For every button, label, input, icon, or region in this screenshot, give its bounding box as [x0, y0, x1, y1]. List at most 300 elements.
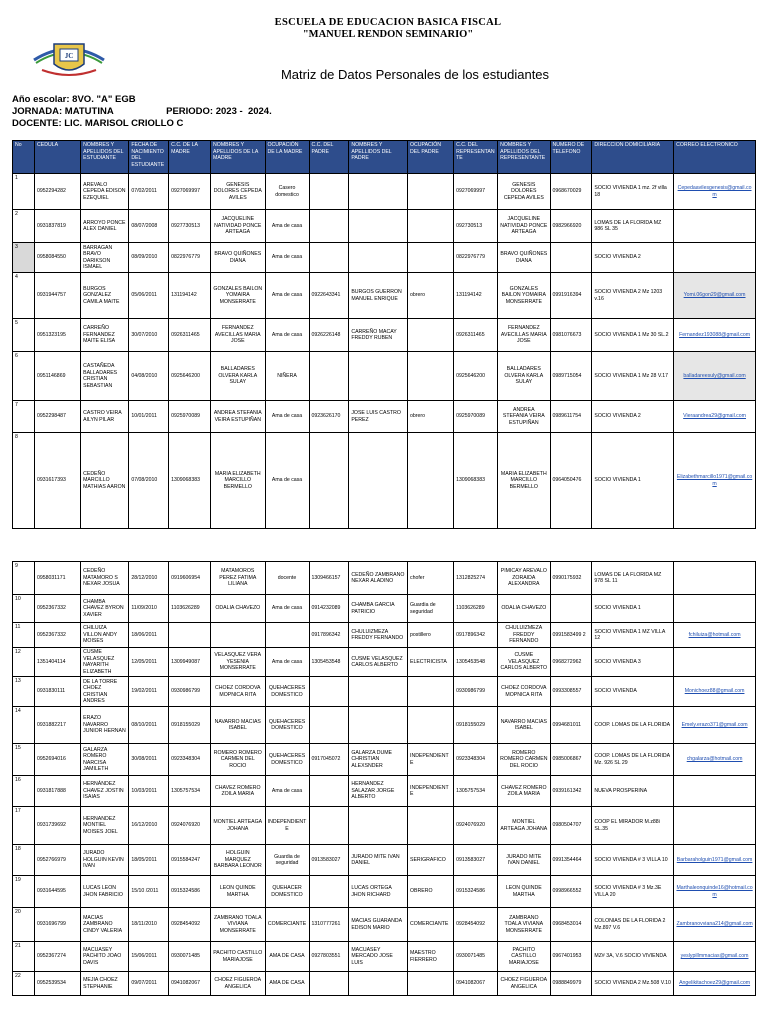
- row-number-cell: 5: [13, 319, 35, 352]
- row-number-cell: 20: [13, 908, 35, 942]
- table-cell: 05/06/2011: [129, 273, 169, 319]
- table-cell: BURGOS GUERRON MANUEL ENRIQUE: [349, 273, 408, 319]
- table-cell: [408, 243, 454, 273]
- table-cell: SOCIO VIVIENDA # 3 VILLA 10: [592, 845, 674, 876]
- table-cell: [408, 807, 454, 845]
- table-cell: PACHITO CASTILLO MARIAJOSE: [498, 942, 550, 972]
- table-cell: MACUASEY PACHITO JOAO DAVIS: [81, 942, 129, 972]
- table-cell: 0915324586: [169, 876, 211, 908]
- column-header: NOMBRES Y APELLIDOS DEL REPRESENTANTE: [498, 141, 550, 174]
- table-cell: 0928454092: [169, 908, 211, 942]
- email-cell[interactable]: chgalarza@hotmail.com: [674, 744, 756, 776]
- table-cell: ANDREA STEFANIA VEIRA ESTUPIÑAN: [211, 401, 265, 433]
- table-cell: [309, 776, 349, 807]
- table-cell: [309, 352, 349, 401]
- table-cell: SOCIO VIVIENDA 1 Mz 30 SL.2: [592, 319, 674, 352]
- table-cell: JURADO HOLGUIN KEVIN IVAN: [81, 845, 129, 876]
- table-cell: CEDEÑO MATAMORO S NEXAR JOSUA: [81, 562, 129, 595]
- table-row: [13, 595, 756, 623]
- row-number-cell: 7: [13, 401, 35, 433]
- table-cell: AMA DE CASA: [265, 972, 309, 996]
- table-cell: 0951146869: [35, 352, 81, 401]
- table-cell: 0924076920: [169, 807, 211, 845]
- table-cell: [349, 972, 408, 996]
- table-cell: 0930071485: [454, 942, 498, 972]
- column-header: C.C. DE LA MADRE: [169, 141, 211, 174]
- table-cell: [169, 623, 211, 648]
- row-number-cell: 13: [13, 677, 35, 707]
- table-cell: SOCIO VIVIENDA 1: [592, 433, 674, 529]
- table-cell: 0980504707: [550, 807, 592, 845]
- email-cell[interactable]: Cepedaavilesgenesis@gmail.com: [674, 174, 756, 210]
- table-cell: BRAVO QUIÑONES DIANA: [498, 243, 550, 273]
- table-cell: Ama de casa: [265, 273, 309, 319]
- table-cell: BURGOS GONZALEZ CAMILA MAITE: [81, 273, 129, 319]
- student-data-table-1: [12, 140, 756, 529]
- email-cell[interactable]: yeslypillmmacias@gmail.com: [674, 942, 756, 972]
- column-header: No: [13, 141, 35, 174]
- table-cell: 0991916394: [550, 273, 592, 319]
- table-row: [13, 210, 756, 243]
- table-cell: GENESIS DOLORES CEPEDA AVILES: [498, 174, 550, 210]
- table-cell: [550, 243, 592, 273]
- table-cell: 1305757534: [169, 776, 211, 807]
- table-cell: 0927069997: [454, 174, 498, 210]
- email-cell[interactable]: balladareesuly@gmail.com: [674, 352, 756, 401]
- student-data-table-2: [12, 561, 756, 996]
- table-cell: CASTRO VEIRA AILYN PILAR: [81, 401, 129, 433]
- table-cell: 0964050476: [550, 433, 592, 529]
- table-cell: [408, 677, 454, 707]
- table-cell: MARIA ELIZABETH MARCILLO BERMELLO: [498, 433, 550, 529]
- table-cell: 0923626170: [309, 401, 349, 433]
- row-number-cell: 11: [13, 623, 35, 648]
- table-cell: 0958031171: [35, 562, 81, 595]
- table-cell: FERNANDEZ AVECILLAS MARIA JOSE: [498, 319, 550, 352]
- table-row: [13, 623, 756, 648]
- table-cell: [265, 623, 309, 648]
- row-number-cell: 15: [13, 744, 35, 776]
- table-cell: 18/05/2011: [129, 845, 169, 876]
- table-cell: 0925646200: [454, 352, 498, 401]
- table-cell: [349, 707, 408, 744]
- column-header: OCUPACIÓN DEL PADRE: [408, 141, 454, 174]
- table-cell: JACQUELINE NATIVIDAD PONCE ARTEAGA: [498, 210, 550, 243]
- table-cell: CHILUIZA VILLON ANDY MOISES: [81, 623, 129, 648]
- table-cell: 0967401953: [550, 942, 592, 972]
- table-cell: SOCIO VIVIENDA 1 Mz 28 V.17: [592, 352, 674, 401]
- table-cell: NAVARRO MACIAS ISABEL: [211, 707, 265, 744]
- table-cell: [550, 595, 592, 623]
- table-cell: SOCIO VIVIENDA 2 Mz.508 V.10: [592, 972, 674, 996]
- table-cell: OBRERO: [408, 876, 454, 908]
- table-cell: 0927730513: [169, 210, 211, 243]
- table-cell: VELASQUEZ VERA YESENIA MONSERRATE: [211, 648, 265, 677]
- table-cell: 0952539534: [35, 972, 81, 996]
- table-cell: JURADO MITE IVAN DANIEL: [349, 845, 408, 876]
- email-cell[interactable]: Fernandez193088@gmail.com: [674, 319, 756, 352]
- table-cell: 07/02/2011: [129, 174, 169, 210]
- table-cell: QUEHACERES DOMESTICO: [265, 677, 309, 707]
- school-year-line: Año escolar: 8VO. "A" EGB: [12, 94, 136, 105]
- table-cell: 0952766979: [35, 845, 81, 876]
- table-cell: 0822976779: [454, 243, 498, 273]
- table-cell: [349, 174, 408, 210]
- table-cell: 0927803551: [309, 942, 349, 972]
- table-cell: 0952294282: [35, 174, 81, 210]
- table-cell: [408, 433, 454, 529]
- table-cell: 0926311465: [169, 319, 211, 352]
- table-cell: SOCIO VIVIENDA 1 mz. 2f villa 18: [592, 174, 674, 210]
- table-cell: 0941082067: [454, 972, 498, 996]
- table-cell: LUCAS ORTEGA JHON RICHARD: [349, 876, 408, 908]
- table-cell: SOCIO VIVIENDA 2 Mz 1203 v.16: [592, 273, 674, 319]
- table-cell: MARIA ELIZABETH MARCILLO BERMELLO: [211, 433, 265, 529]
- table-row: [13, 648, 756, 677]
- table-cell: CHAVEZ ROMERO ZOILA MARIA: [211, 776, 265, 807]
- table-cell: 0915584247: [169, 845, 211, 876]
- table-row: [13, 273, 756, 319]
- table-row: [13, 807, 756, 845]
- table-cell: [349, 243, 408, 273]
- table-cell: 0925970089: [169, 401, 211, 433]
- table-cell: MAESTRO FIERRERO: [408, 942, 454, 972]
- table-cell: HERNANDEZ SALAZAR JORGE ALBERTO: [349, 776, 408, 807]
- table-cell: 0989611754: [550, 401, 592, 433]
- table-cell: 0928454092: [454, 908, 498, 942]
- row-number-cell: 2: [13, 210, 35, 243]
- table-cell: 0931944757: [35, 273, 81, 319]
- email-cell: [674, 648, 756, 677]
- table-cell: NUEVA PROSPERINA: [592, 776, 674, 807]
- table-cell: [349, 352, 408, 401]
- email-cell[interactable]: Emely.erazo371@gmail.com: [674, 707, 756, 744]
- table-cell: JURADO MITE IVAN DANIEL: [498, 845, 550, 876]
- table-cell: MACIAS GUARANDA EDISON MARIO: [349, 908, 408, 942]
- table-cell: NAVARRO MACIAS ISABEL: [498, 707, 550, 744]
- table-cell: GENESIS DOLORES CEPEDA AVILES: [211, 174, 265, 210]
- table-row: [13, 174, 756, 210]
- table-cell: 0968453014: [550, 908, 592, 942]
- table-cell: MONTIEL ARTEAGA JOHANA: [211, 807, 265, 845]
- column-header: NOMBRES Y APELLIDOS DEL ESTUDIANTE: [81, 141, 129, 174]
- table-cell: NIÑERA: [265, 352, 309, 401]
- table-cell: Ama de casa: [265, 401, 309, 433]
- table-cell: CHULUIZMEZA FREDDY FERNANDO: [349, 623, 408, 648]
- row-number-cell: 10: [13, 595, 35, 623]
- table-cell: 1309068383: [454, 433, 498, 529]
- email-cell[interactable]: Elizabethmarcillo1971@gmail.com: [674, 433, 756, 529]
- school-name-line1: ESCUELA DE EDUCACION BASICA FISCAL: [274, 17, 502, 28]
- table-cell: 08/09/2010: [129, 243, 169, 273]
- table-cell: 0917896342: [309, 623, 349, 648]
- table-cell: 0918155029: [169, 707, 211, 744]
- row-number-cell: 3: [13, 243, 35, 273]
- table-cell: obrero: [408, 273, 454, 319]
- table-cell: 0926311465: [454, 319, 498, 352]
- table-cell: 0917045072: [309, 744, 349, 776]
- table-cell: ANDREA STEFANIA VEIRA ESTUPIÑAN: [498, 401, 550, 433]
- table-cell: ERAZO NAVARRO JUNIOR HERNAN: [81, 707, 129, 744]
- table-header-row: [13, 141, 756, 174]
- table-cell: CUSME VELASQUEZ NAYARITH ELIZABETH: [81, 648, 129, 677]
- table-row: [13, 776, 756, 807]
- table-cell: CHOEZ FIGUEROA ANGELICA: [211, 972, 265, 996]
- table-row: [13, 319, 756, 352]
- table-cell: Casero domestico: [265, 174, 309, 210]
- table-cell: 19/02/2011: [129, 677, 169, 707]
- table-cell: 092730513: [454, 210, 498, 243]
- table-cell: INDEPENDIENTE: [408, 776, 454, 807]
- table-cell: 0914232089: [309, 595, 349, 623]
- row-number-cell: 16: [13, 776, 35, 807]
- table-cell: ROMERO ROMERO CARMEN DEL ROCIO: [211, 744, 265, 776]
- table-cell: COMERCIANTE: [408, 908, 454, 942]
- table-cell: AREVALO CEPEDA EDISON EZEQUIEL: [81, 174, 129, 210]
- email-cell[interactable]: Vieraandrea29@gmail.com: [674, 401, 756, 433]
- table-cell: 11/09/2010: [129, 595, 169, 623]
- table-cell: GALARZA ROMERO NARCISA JAMILETH: [81, 744, 129, 776]
- table-cell: BRAVO QUIÑONES DIANA: [211, 243, 265, 273]
- table-cell: 10/03/2011: [129, 776, 169, 807]
- row-number-cell: 6: [13, 352, 35, 401]
- table-cell: 0982966920: [550, 210, 592, 243]
- table-cell: 0930071485: [169, 942, 211, 972]
- table-cell: GALARZA DUME CHRISTIAN ALEXSNDER: [349, 744, 408, 776]
- table-cell: 0919606954: [169, 562, 211, 595]
- row-number-cell: 17: [13, 807, 35, 845]
- table-cell: CEDEÑO MARCILLO MATHIAS AARON: [81, 433, 129, 529]
- column-header: C.C. DEL REPRESENTANTE: [454, 141, 498, 174]
- table-cell: Ama de casa: [265, 319, 309, 352]
- row-number-cell: 14: [13, 707, 35, 744]
- table-cell: SOCIO VIVIENDA: [592, 677, 674, 707]
- table-cell: 0931696799: [35, 908, 81, 942]
- table-cell: 1312825274: [454, 562, 498, 595]
- table-row: [13, 243, 756, 273]
- school-name-line2: "MANUEL RENDON SEMINARIO": [302, 29, 474, 40]
- table-cell: 0913583027: [454, 845, 498, 876]
- column-header: OCUPACIÓN DE LA MADRE: [265, 141, 309, 174]
- table-cell: [309, 243, 349, 273]
- table-cell: JACQUELINE NATIVIDAD PONCE ARTEAGA: [211, 210, 265, 243]
- table-row: [13, 744, 756, 776]
- table-cell: [211, 623, 265, 648]
- table-cell: 08/07/2008: [129, 210, 169, 243]
- document-title: Matriz de Datos Personales de los estudiantes: [280, 67, 550, 82]
- table-cell: 1351404114: [35, 648, 81, 677]
- table-cell: 0981076673: [550, 319, 592, 352]
- table-cell: 0989715054: [550, 352, 592, 401]
- table-cell: 0993308557: [550, 677, 592, 707]
- email-cell[interactable]: Barbaraholguin1971@gmail.com: [674, 845, 756, 876]
- table-cell: 28/12/2010: [129, 562, 169, 595]
- table-cell: 1305757534: [454, 776, 498, 807]
- table-cell: 0926226148: [309, 319, 349, 352]
- table-cell: HERNÁNDEZ CHAVEZ JOSTIN ISAIAS: [81, 776, 129, 807]
- table-cell: [309, 174, 349, 210]
- table-cell: ZAMBRANO TOALA VIVIANA MONSERRATE: [211, 908, 265, 942]
- table-cell: CHAMBA GARCIA PATRICIO: [349, 595, 408, 623]
- table-cell: 18/11/2010: [129, 908, 169, 942]
- table-cell: LOMAS DE LA FLORIDA MZ 978 SL 11: [592, 562, 674, 595]
- table-cell: CHAVEZ ROMERO ZOILA MARIA: [498, 776, 550, 807]
- row-number-cell: 4: [13, 273, 35, 319]
- table-cell: chofer: [408, 562, 454, 595]
- table-cell: MACUASEY MERCADO JOSE LUIS: [349, 942, 408, 972]
- table-cell: 131194142: [454, 273, 498, 319]
- table-cell: CASTAÑEDA BALLADARES CRISTIAN SEBASTIAN: [81, 352, 129, 401]
- table-cell: MONTIEL ARTEAGA JOHANA: [498, 807, 550, 845]
- row-number-cell: 19: [13, 876, 35, 908]
- table-row: [13, 876, 756, 908]
- table-cell: 0925646200: [169, 352, 211, 401]
- row-number-cell: 18: [13, 845, 35, 876]
- table-row: [13, 908, 756, 942]
- teacher-line: DOCENTE: LIC. MARISOL CRIOLLO C: [12, 118, 184, 129]
- table-cell: [309, 972, 349, 996]
- table-cell: INDEPENDIENTE: [408, 744, 454, 776]
- column-header: DIRECCION DOMICILIARIA: [592, 141, 674, 174]
- table-cell: [408, 707, 454, 744]
- table-cell: CHAMBA CHAVEZ BYRON XAVIER: [81, 595, 129, 623]
- table-cell: [309, 433, 349, 529]
- table-cell: 12/05/2011: [129, 648, 169, 677]
- table-row: [13, 845, 756, 876]
- table-cell: LEON QUINDE MARTHA: [498, 876, 550, 908]
- table-cell: 0968272962: [550, 648, 592, 677]
- table-row: [13, 972, 756, 996]
- svg-text:JC: JC: [64, 52, 74, 60]
- email-cell[interactable]: Monichoez88@gmail.com: [674, 677, 756, 707]
- table-cell: 0923348304: [169, 744, 211, 776]
- table-cell: CHOEZ FIGUEROA ANGELICA: [498, 972, 550, 996]
- table-cell: [408, 319, 454, 352]
- email-cell[interactable]: Zambranovviana214@gmail.com: [674, 908, 756, 942]
- email-cell: [674, 210, 756, 243]
- table-cell: 0822976779: [169, 243, 211, 273]
- table-cell: docente: [265, 562, 309, 595]
- table-cell: HERNANDEZ MONTIEL MOISES JOEL: [81, 807, 129, 845]
- table-cell: 0931830111: [35, 677, 81, 707]
- table-row: [13, 677, 756, 707]
- table-cell: COOP EL MIRADOR M.z88i SL.35: [592, 807, 674, 845]
- table-cell: SOCIO VIVIENDA 1: [592, 595, 674, 623]
- table-cell: postillero: [408, 623, 454, 648]
- table-cell: 15/06/2011: [129, 942, 169, 972]
- column-header: C.C. DEL PADRE: [309, 141, 349, 174]
- table-cell: Guardia de seguridad: [265, 845, 309, 876]
- table-cell: 1309068383: [169, 433, 211, 529]
- email-cell[interactable]: fchiluiza@hotmail.com: [674, 623, 756, 648]
- table-cell: 16/12/2010: [129, 807, 169, 845]
- table-cell: 0930986799: [169, 677, 211, 707]
- table-cell: 0968670029: [550, 174, 592, 210]
- column-header: NOMBRES Y APELLIDOS DEL PADRE: [349, 141, 408, 174]
- table-cell: COOP. LOMAS DE LA FLORIDA: [592, 707, 674, 744]
- table-cell: 0931739692: [35, 807, 81, 845]
- table-cell: CARREÑO MACAY FREDDY RUBEN: [349, 319, 408, 352]
- table-cell: [349, 807, 408, 845]
- table-cell: SOCIO VIVIENDA 2: [592, 401, 674, 433]
- email-cell[interactable]: Marthaleonquinde16@hotmail.com: [674, 876, 756, 908]
- table-cell: 0941082067: [169, 972, 211, 996]
- table-cell: CARREÑO FERNANDEZ MAITE ELISA: [81, 319, 129, 352]
- table-cell: obrero: [408, 401, 454, 433]
- table-cell: [309, 707, 349, 744]
- row-number-cell: 21: [13, 942, 35, 972]
- table-cell: Ama de casa: [265, 595, 309, 623]
- row-number-cell: 12: [13, 648, 35, 677]
- table-cell: 0952367332: [35, 623, 81, 648]
- email-cell: [674, 776, 756, 807]
- table-cell: COOP. LOMAS DE LA FLORIDA Mz. 926 SL 29: [592, 744, 674, 776]
- table-cell: 0931644595: [35, 876, 81, 908]
- table-cell: CHOEZ CORDOVA MOPNICA RITA: [211, 677, 265, 707]
- table-cell: SOCIO VIVIENDA # 3 Mz.3E VILLA 20: [592, 876, 674, 908]
- table-cell: 1103626289: [169, 595, 211, 623]
- email-cell: [674, 807, 756, 845]
- table-cell: 1309466157: [309, 562, 349, 595]
- table-cell: 10/01/2011: [129, 401, 169, 433]
- table-cell: [408, 210, 454, 243]
- table-row: [13, 401, 756, 433]
- table-cell: SOCIO VIVIENDA 2: [592, 243, 674, 273]
- email-cell: [674, 562, 756, 595]
- table-cell: 1310777261: [309, 908, 349, 942]
- table-cell: 0923348304: [454, 744, 498, 776]
- table-cell: 0991354464: [550, 845, 592, 876]
- column-header: NOMBRES Y APELLIDOS DE LA MADRE: [211, 141, 265, 174]
- table-cell: CUSME VELASQUEZ CARLOS ALBERTO: [349, 648, 408, 677]
- shift-period-line: JORNADA: MATUTINA PERIODO: 2023 - 2024.: [12, 106, 272, 117]
- email-cell: [674, 595, 756, 623]
- table-cell: 0991583499 2: [550, 623, 592, 648]
- email-cell[interactable]: Angelikitachoez29@gmail.com: [674, 972, 756, 996]
- table-cell: 0931882217: [35, 707, 81, 744]
- table-row: [13, 707, 756, 744]
- table-cell: LUCAS LEON JHON FABRICIO: [81, 876, 129, 908]
- school-logo: [30, 30, 108, 80]
- table-cell: BARRAGAN BRAVO DARIKSON ISMAEL: [81, 243, 129, 273]
- table-cell: SOCIO VIVIENDA 1 MZ VILLA 12: [592, 623, 674, 648]
- table-cell: Ama de casa: [265, 210, 309, 243]
- table-cell: LEON QUINDE MARTHA: [211, 876, 265, 908]
- table-cell: CEDEÑO ZAMBRANO NEXAR ALADINO: [349, 562, 408, 595]
- table-row: [13, 942, 756, 972]
- table-cell: SOCIO VIVIENDA 3: [592, 648, 674, 677]
- table-cell: [408, 972, 454, 996]
- table-cell: 09/07/2011: [129, 972, 169, 996]
- table-cell: 0931617393: [35, 433, 81, 529]
- table-cell: 0994681011: [550, 707, 592, 744]
- table-cell: DE LA TORRE CHOEZ CRISTIAN ANDRES: [81, 677, 129, 707]
- table-cell: 04/08/2010: [129, 352, 169, 401]
- table-cell: 0952298487: [35, 401, 81, 433]
- table-cell: 131194142: [169, 273, 211, 319]
- table-cell: FERNANDEZ AVECILLAS MARIA JOSE: [211, 319, 265, 352]
- email-cell[interactable]: Yomi.06gon29@gmail.com: [674, 273, 756, 319]
- table-cell: 0925970089: [454, 401, 498, 433]
- table-cell: 07/08/2010: [129, 433, 169, 529]
- table-row: [13, 352, 756, 401]
- table-cell: [349, 210, 408, 243]
- table-cell: 0927069997: [169, 174, 211, 210]
- table-cell: 0913583027: [309, 845, 349, 876]
- table-cell: 30/08/2011: [129, 744, 169, 776]
- table-cell: 0924076920: [454, 807, 498, 845]
- table-cell: ODALIA CHAVEZO: [498, 595, 550, 623]
